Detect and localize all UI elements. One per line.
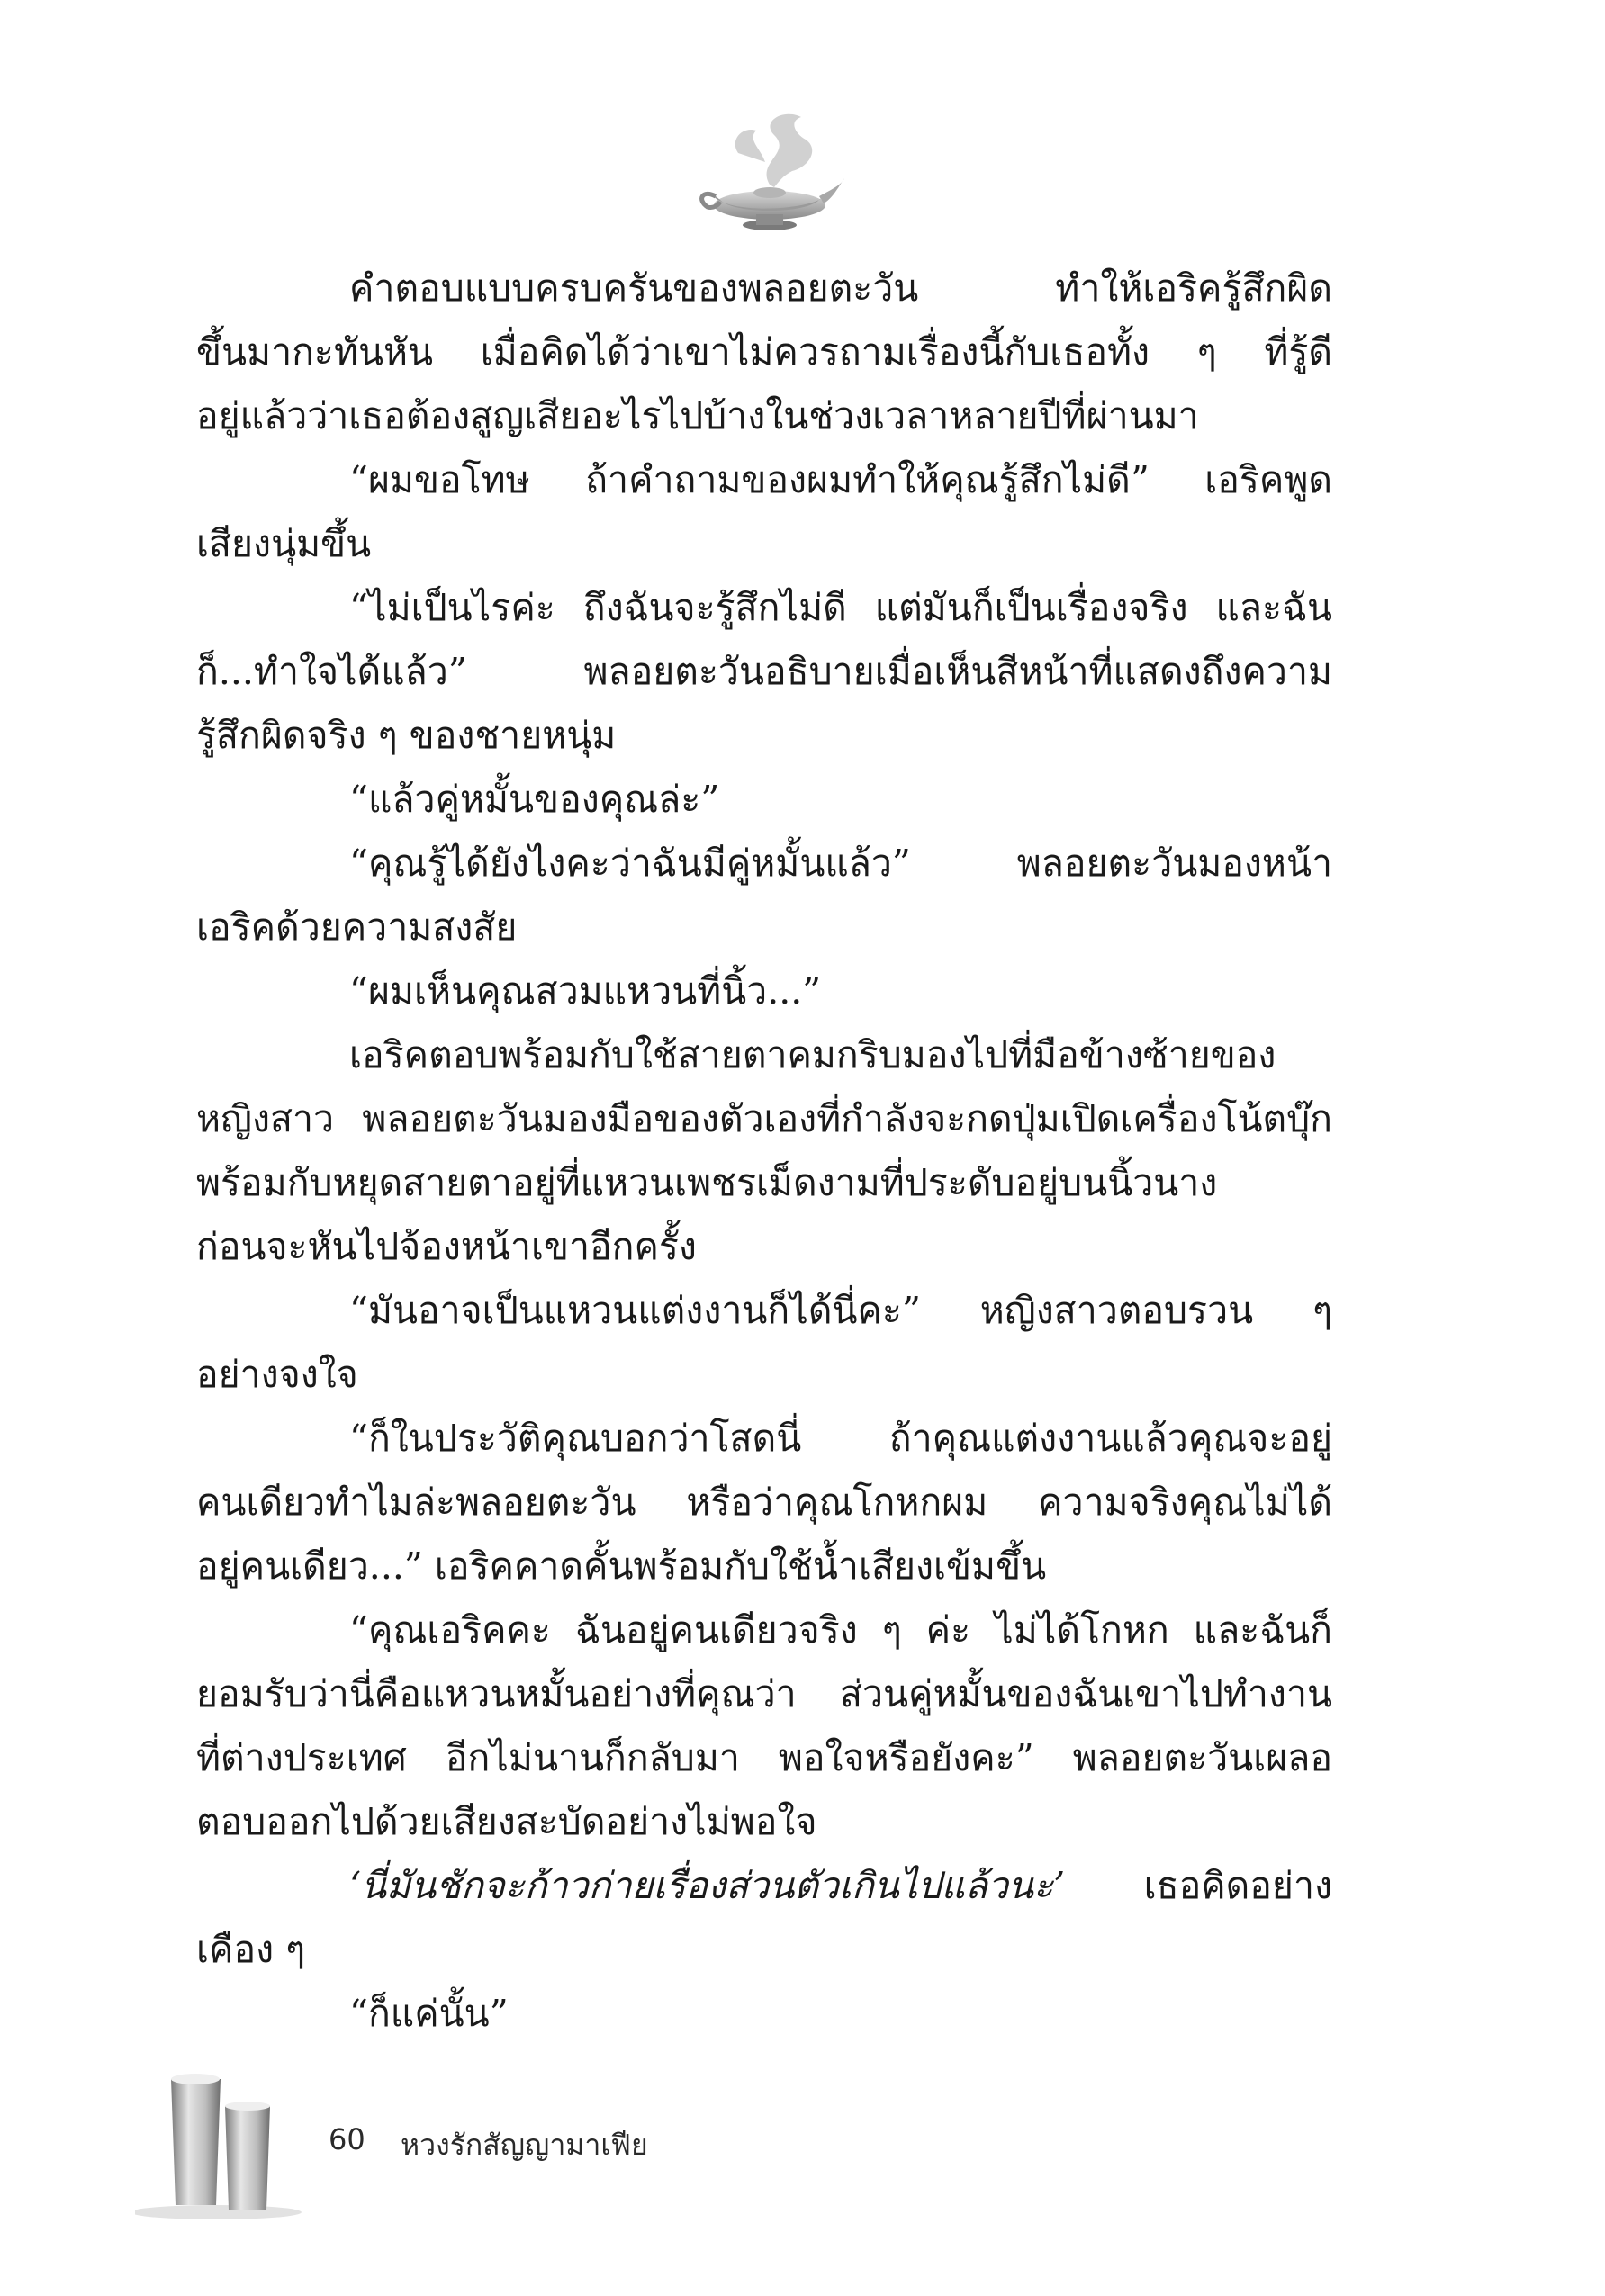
text-line: ก็...ทำใจได้แล้ว” พลอยตะวันอธิบายเมื่อเห็นสีหน้าที่แสดงถึงความ <box>196 650 1332 693</box>
text-line: ก่อนจะหันไปจ้องหน้าเขาอีกครั้ง <box>196 1225 697 1268</box>
text-line: เอริคด้วยความสงสัย <box>196 905 518 949</box>
text-line-thought <box>196 1854 1332 1918</box>
text-line: “ผมเห็นคุณสวมแหวนที่นิ้ว...” <box>349 969 822 1013</box>
genie-lamp-icon <box>684 99 846 243</box>
body-text <box>196 257 1332 2046</box>
text-line: “ก็ในประวัติคุณบอกว่าโสดนี่ ถ้าคุณแต่งงานแล้วคุณจะอยู่ <box>349 1417 1332 1460</box>
page-number: 60 <box>329 2122 365 2156</box>
milk-glasses-icon <box>135 2061 315 2223</box>
text-line: คำตอบแบบครบครันของพลอยตะวัน ทำให้เอริครู้สึกผิด <box>349 266 1332 310</box>
text-line: “แล้วคู่หมั้นของคุณล่ะ” <box>349 778 720 821</box>
inner-thought: ‘นี่มันชักจะก้าวก่ายเรื่องส่วนตัวเกินไปแล้วนะ’ <box>349 1864 1066 1907</box>
text-line: คนเดียวทำไมล่ะพลอยตะวัน หรือว่าคุณโกหกผม ความจริงคุณไม่ได้ <box>196 1481 1332 1524</box>
text-line: “คุณเอริคคะ ฉันอยู่คนเดียวจริง ๆ ค่ะ ไม่ได้โกหก และฉันก็ <box>349 1608 1332 1652</box>
text-line: เสียงนุ่มขึ้น <box>196 522 372 565</box>
text-line: “ผมขอโทษ ถ้าคำถามของผมทำให้คุณรู้สึกไม่ดี” เอริคพูด <box>349 458 1332 501</box>
text-line: เคือง ๆ <box>196 1928 306 1971</box>
book-title: หวงรักสัญญามาเฟีย <box>401 2128 648 2162</box>
text-line: ยอมรับว่านี่คือแหวนหมั้นอย่างที่คุณว่า ส่วนคู่หมั้นของฉันเขาไปทำงาน <box>196 1672 1332 1715</box>
thought-narration: เธอคิดอย่าง <box>1065 1864 1332 1907</box>
text-line: อยู่แล้วว่าเธอต้องสูญเสียอะไรไปบ้างในช่วงเวลาหลายปีที่ผ่านมา <box>196 394 1199 437</box>
text-line: เอริคตอบพร้อมกับใช้สายตาคมกริบมองไปที่มือข้างซ้ายของ <box>349 1033 1276 1076</box>
text-line: หญิงสาว พลอยตะวันมองมือของตัวเองที่กำลังจะกดปุ่มเปิดเครื่องโน้ตบุ๊ก <box>196 1097 1332 1140</box>
text-line: ตอบออกไปด้วยเสียงสะบัดอย่างไม่พอใจ <box>196 1800 817 1843</box>
text-line: “ไม่เป็นไรค่ะ ถึงฉันจะรู้สึกไม่ดี แต่มันก็เป็นเรื่องจริง และฉัน <box>349 586 1332 629</box>
text-line: ที่ต่างประเทศ อีกไม่นานก็กลับมา พอใจหรือยังคะ” พลอยตะวันเผลอ <box>196 1736 1332 1779</box>
text-line: “มันอาจเป็นแหวนแต่งงานก็ได้นี่คะ” หญิงสาวตอบรวน ๆ <box>349 1289 1332 1332</box>
text-line: รู้สึกผิดจริง ๆ ของชายหนุ่ม <box>196 714 617 757</box>
text-line: ขึ้นมากะทันหัน เมื่อคิดได้ว่าเขาไม่ควรถามเรื่องนี้กับเธอทั้ง ๆ ที่รู้ดี <box>196 330 1332 374</box>
text-line: อยู่คนเดียว...” เอริคคาดคั้นพร้อมกับใช้น้ำเสียงเข้มขึ้น <box>196 1544 1047 1588</box>
page-footer <box>0 2061 1605 2241</box>
text-line: “ก็แค่นั้น” <box>349 1992 509 2035</box>
text-line: พร้อมกับหยุดสายตาอยู่ที่แหวนเพชรเม็ดงามที่ประดับอยู่บนนิ้วนาง <box>196 1161 1218 1204</box>
text-line: “คุณรู้ได้ยังไงคะว่าฉันมีคู่หมั้นแล้ว” พลอยตะวันมองหน้า <box>349 842 1332 885</box>
text-line: อย่างจงใจ <box>196 1353 358 1396</box>
